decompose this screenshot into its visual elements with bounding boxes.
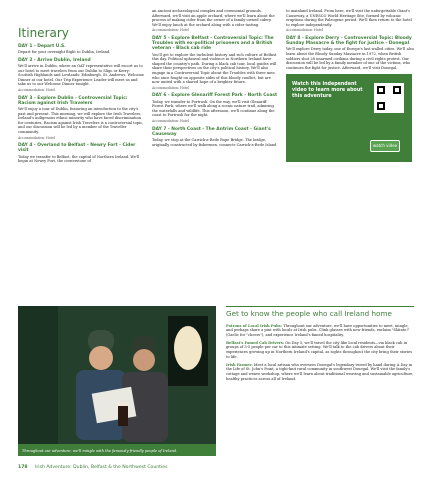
column-3 (286, 8, 414, 162)
day-2-accommodation: Accommodation: Hotel (18, 87, 55, 92)
page-footer (18, 463, 414, 473)
column-2 (152, 8, 278, 147)
day-7-continued: to mainland Ireland. From here, we'll visit the unforgettable Giant's Causeway, a UNESCO World Heritage Site, formed by volcanic eruptions during the Paleogene period. We'll then return to the hotel to explore independently. (286, 9, 412, 27)
day-2-heading: DAY 2 - Arrive Dublin, Ireland (18, 57, 91, 63)
day-6-accommodation: Accommodation: Hotel (152, 118, 189, 123)
page-number: 178 (18, 465, 28, 470)
column-1 (18, 8, 144, 164)
day-3-heading: DAY 3 - Explore Dublin - Controversial Topic: Racism against Irish Travelers (18, 95, 128, 106)
itinerary-title: Itinerary (18, 26, 69, 40)
day-1-heading: DAY 1 - Depart U.S. (18, 44, 66, 49)
people-item-title: Irish Farmer: (226, 362, 253, 367)
day-4-heading: DAY 4 - Overland to Belfast - Newry Fort - Cider visit (18, 143, 136, 154)
photo-caption: Throughout our adventure, we'll mingle with the famously-friendly people of Ireland. (22, 448, 178, 453)
day-7-body: Today, we stop at the Carrick-a-Rede Rope Bridge. The bridge, originally constructed by fishermen, connects Carrick-a-Rede Island (152, 137, 277, 147)
day-4-body: Today we transfer to Belfast, the capital of Northern Ireland. We'll begin at Newry Fort, the cornerstone of (18, 154, 140, 164)
day-4-continued: an ancient archaeological complex and ceremonial grounds. Afterward, we'll visit an apple orchard, where we'll learn about the process of making cider from the owner of a family-owned cidery. We'll enjoy lunch at the orchard along with a cider tasting. (152, 9, 275, 27)
pub-photo-illustration (18, 306, 216, 456)
people-heading: Get to know the people who call Ireland home (226, 309, 392, 318)
people-item-body: On Day 5, we'll travel the city like local residents—via black cab in groups of 3-5 people per car to this intimate setting. We'll talk to the cab drivers about their experiences growing up in Northern Ireland's capital, as sights throughout the city bring their stories to life. (226, 340, 413, 359)
day-2-body: We'll arrive in Dublin, where an OAT representative will escort us to our hotel to meet travelers from our Dublin to Sligo or Kerry: Scottish Highlands and Lowlands: Edinburgh, St. Andrews, Welcome Dinner at our hotel. Our Trip Experience Leader will meet us and take us to our Welcome Dinner tonight. (18, 64, 144, 87)
day-5-body: You'll get to explore the turbulent history and rich culture of Belfast this day. Political upheaval and violence in Northern Ireland have shaped the country's path. During a black cab tour, local guides will share their perspectives on the city's political history. We'll also engage in a Controversial Topic about the Troubles with three men who once fought on opposite sides of this bloody conflict, but are now united with a shared hope of a brighter future. (152, 52, 277, 85)
day-8-heading: DAY 8 - Explore Derry - Controversial Topic: Bloody Sunday Massacre & the fight for justice - Donegal (286, 35, 412, 47)
people-item-title: Patrons of Local Irish Pubs: (226, 323, 283, 328)
people-item (226, 324, 414, 338)
day-5-heading: DAY 5 - Explore Belfast - Controversial Topic: The Troubles with ex-political prisoners and a British veteran - Black cab ride (152, 35, 274, 52)
video-promo (286, 74, 412, 162)
day-7-accommodation: Accommodation: Hotel (286, 28, 323, 33)
photo-irish-people (18, 306, 216, 456)
day-4-accommodation: Accommodation: Hotel (152, 28, 189, 33)
people-item (226, 341, 414, 360)
day-6-heading: DAY 6 - Explore Glenariff Forest Park - North Coast (152, 93, 278, 99)
people-item (226, 363, 414, 382)
day-6-body: Today, we transfer to Portrush. On the way, we'll visit Glenariff Forest Park, where we'll walk along a scenic nature trail, admiring the waterfalls and wildlife. This afternoon, we'll continue along the coast to Portrush for the night. (152, 99, 275, 118)
day-7-heading: DAY 7 - North Coast - The Antrim Coast - Giant's Causeway (152, 126, 271, 137)
footer-title: Irish Adventure: Dublin, Belfast & the Northwest Counties (35, 465, 168, 470)
people-section (226, 306, 414, 384)
day-8-body: We'll explore Derry today, one of Europe's last walled cities. We'll also learn about the Bloody Sunday Massacre in 1972, when British soldiers shot 28 unarmed civilians during a civil rights protest. Our discussion will be led by a family member of one of the victims, who continues the fight for justice. Afterward, we'll visit Donegal. (286, 47, 414, 70)
people-item-body: Throughout our adventure, we'll have opportunities to meet, mingle, and perhaps share a pint with locals at Irish pubs. Clink glasses with new friends, exclaim "Sláinte!" (Gaelic for "cheers"), and experience Ireland's famed hospitality. (226, 323, 410, 337)
day-5-accommodation: Accommodation: Hotel (152, 85, 189, 90)
qr-code-icon[interactable] (374, 83, 404, 113)
video-promo-text: Watch this independent video to learn more about this adventure (292, 82, 363, 100)
day-1-body: Depart for your overnight flight to Dublin, Ireland. (18, 50, 111, 55)
day-3-body: We'll enjoy a tour of Dublin, featuring an introduction to the city's past and present. This morning, we will explore the Irish Travelers, Ireland's indigenous ethnic minority who have faced discrimination for centuries. Racism against Irish Travelers is a controversial topic, and our discussion will be led by a member of the Traveller community. (18, 106, 144, 134)
watch-video-button[interactable]: watch video (370, 140, 400, 152)
day-3-accommodation: Accommodation: Hotel (18, 135, 55, 140)
people-item-title: Belfast's Famed Cab Drivers: (226, 340, 285, 345)
people-item-body: Meet a local artisan who oversees Donegal's legendary tweed by hand during A Day in the Life of St. John's Point, a tight-knit rural community in southwest Donegal. We'll visit the family's cottage and weave workshop, where we'll learn about traditional weaving and sustainable agriculture, healthy practices across all of Ireland. (226, 362, 414, 381)
